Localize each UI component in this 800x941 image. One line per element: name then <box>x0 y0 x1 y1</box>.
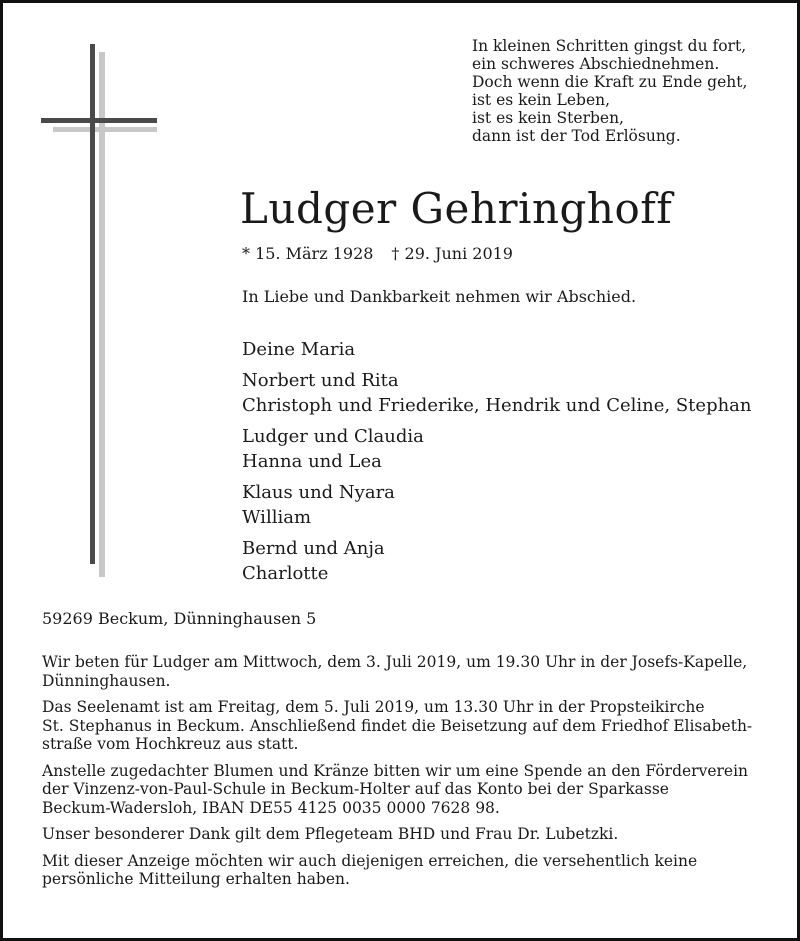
text-line: Beckum-Wadersloh, IBAN DE55 4125 0035 0000 7628 98. <box>42 798 500 817</box>
birth-date: * 15. März 1928 <box>242 244 374 263</box>
text-line: St. Stephanus in Beckum. Anschließend findet die Beisetzung auf dem Friedhof Elisabeth- <box>42 716 753 735</box>
family-line: Klaus und Nyara <box>242 482 395 503</box>
cross-shadow-horizontal <box>53 127 157 132</box>
poem-line: In kleinen Schritten gingst du fort, <box>472 37 747 55</box>
family-group <box>242 424 752 474</box>
family-line: Charlotte <box>242 563 329 584</box>
life-dates <box>242 244 513 263</box>
farewell-text: In Liebe und Dankbarkeit nehmen wir Abschied. <box>242 287 637 306</box>
paragraph-thanks <box>42 825 767 844</box>
text-line: Das Seelenamt ist am Freitag, dem 5. Juli 2019, um 13.30 Uhr in der Propsteikirche <box>42 698 705 716</box>
family-group <box>242 337 752 362</box>
poem-line: dann ist der Tod Erlösung. <box>472 127 681 145</box>
family-list <box>242 337 752 592</box>
poem-line: Doch wenn die Kraft zu Ende geht, <box>472 73 748 91</box>
text-line: Wir beten für Ludger am Mittwoch, dem 3. Juli 2019, um 19.30 Uhr in der Josefs-Kapelle, <box>42 653 748 671</box>
text-line: der Vinzenz-von-Paul-Schule in Beckum-Holter auf das Konto bei der Sparkasse <box>42 780 669 798</box>
text-line: straße vom Hochkreuz aus statt. <box>42 735 299 753</box>
family-line: Norbert und Rita <box>242 370 399 391</box>
poem-line: ist es kein Leben, <box>472 91 611 109</box>
poem-line: ist es kein Sterben, <box>472 109 624 127</box>
family-line: Bernd und Anja <box>242 538 385 559</box>
address: 59269 Beckum, Dünninghausen 5 <box>42 609 317 628</box>
paragraph-notice <box>42 852 767 889</box>
text-line: Dünninghausen. <box>42 671 171 690</box>
death-date: † 29. Juni 2019 <box>391 244 513 263</box>
family-line: Ludger und Claudia <box>242 426 424 447</box>
text-line: Unser besonderer Dank gilt dem Pflegeteam BHD und Frau Dr. Lubetzki. <box>42 825 619 843</box>
family-line: William <box>242 507 312 528</box>
paragraph-donation <box>42 762 767 818</box>
paragraph-requiem <box>42 698 767 754</box>
family-group <box>242 368 752 418</box>
family-group <box>242 480 752 530</box>
family-group <box>242 536 752 586</box>
text-line: persönliche Mitteilung erhalten haben. <box>42 870 350 888</box>
text-line: Mit dieser Anzeige möchten wir auch diejenigen erreichen, die versehentlich keine <box>42 851 698 870</box>
family-line: Hanna und Lea <box>242 451 382 472</box>
announcement-text <box>42 653 767 897</box>
poem-line: ein schweres Abschiednehmen. <box>472 55 720 73</box>
deceased-name: Ludger Gehringhoff <box>240 184 673 233</box>
paragraph-prayer <box>42 653 767 690</box>
text-line: Anstelle zugedachter Blumen und Kränze bitten wir um eine Spende an den Förderverein <box>42 761 749 780</box>
family-line: Deine Maria <box>242 339 356 360</box>
family-line: Christoph und Friederike, Hendrik und Celine, Stephan <box>242 395 752 416</box>
cross-horizontal-bar <box>41 118 157 123</box>
poem <box>472 37 747 145</box>
